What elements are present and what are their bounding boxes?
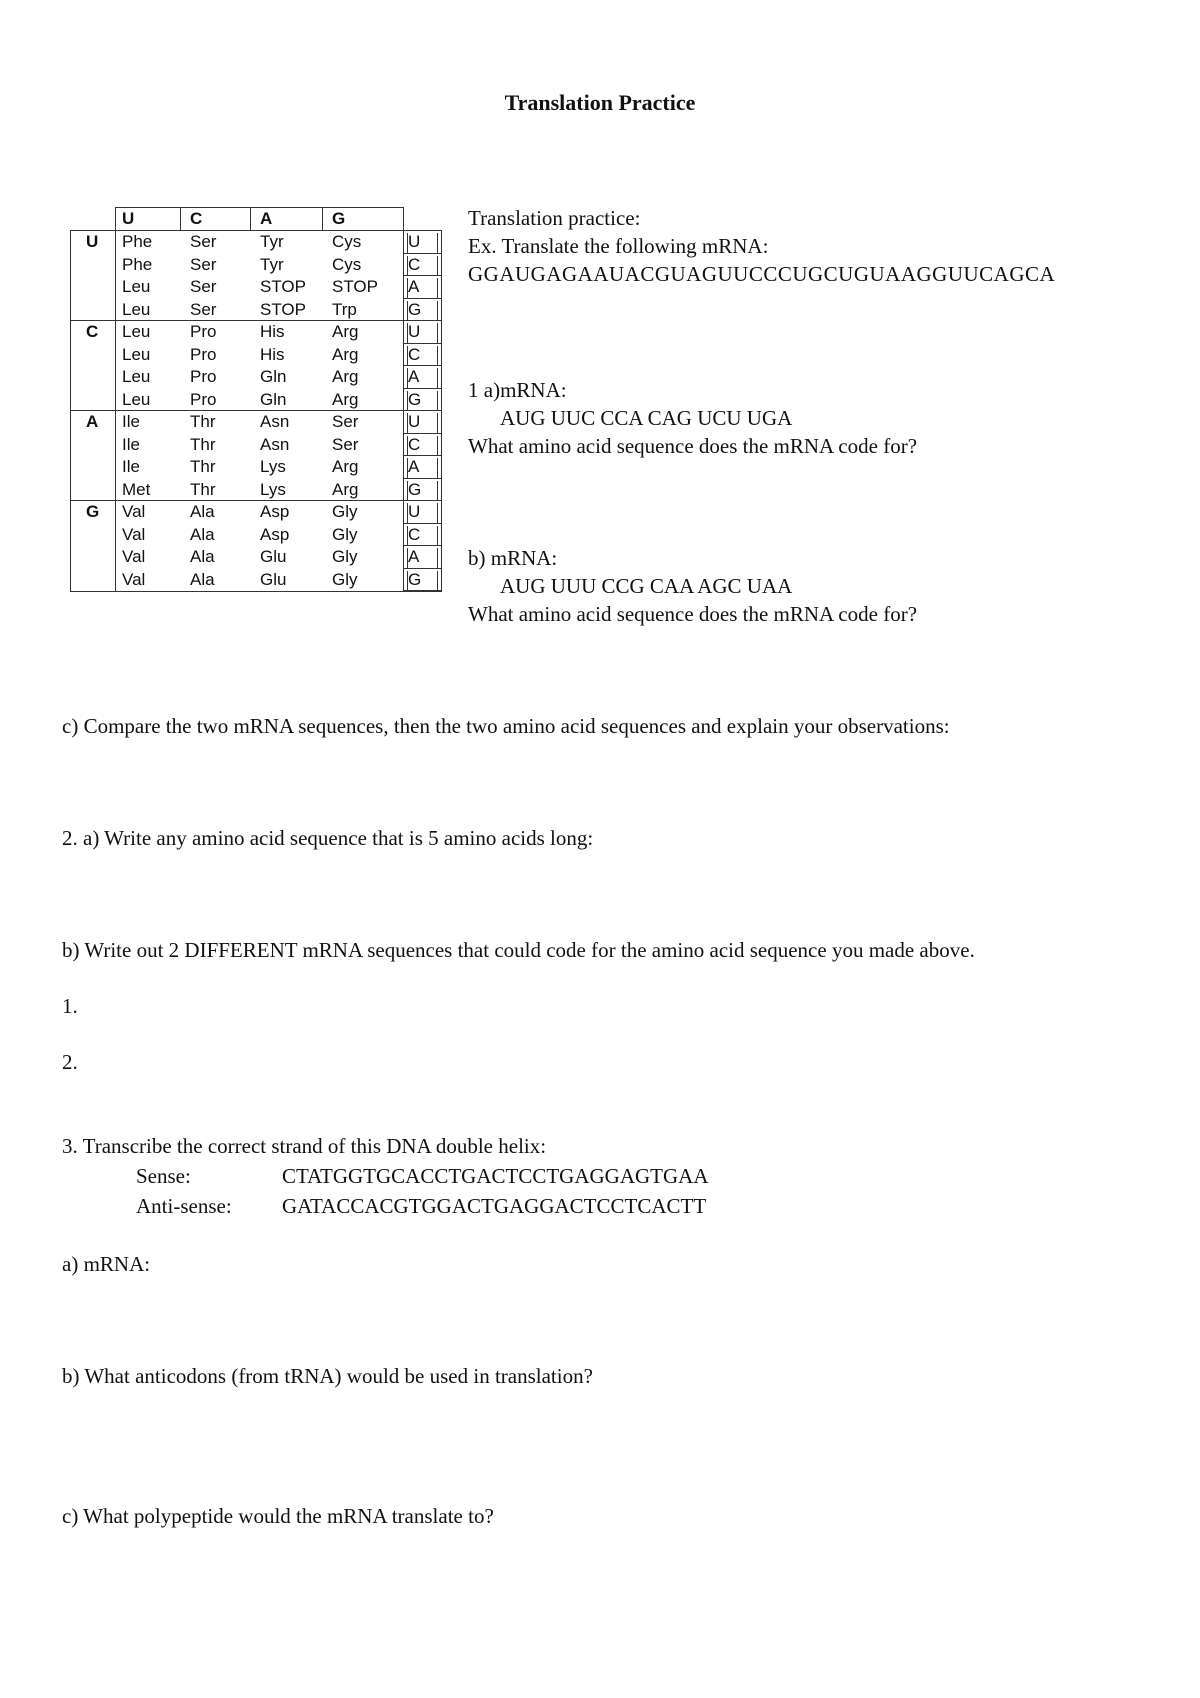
amino-acid-cell: Glu [260,569,287,589]
third-base-label: U [408,232,421,251]
amino-acid-cell: Cys [332,232,362,251]
amino-acid-cell: Pro [190,344,217,364]
q3a-question: a) mRNA: [62,1252,151,1276]
table-line [407,413,408,433]
third-base-label: G [408,389,422,409]
table-line [437,503,438,523]
third-base-label: A [408,457,420,476]
amino-acid-cell: Gly [332,547,358,566]
amino-acid-cell: Pro [190,367,217,386]
third-base-label: A [408,277,420,296]
amino-acid-cell: Val [122,524,146,544]
column-header: C [190,209,203,228]
table-line [70,410,403,411]
amino-acid-cell: Tyr [260,232,284,251]
third-base-label: C [408,344,421,364]
table-line [407,526,408,546]
q3-prompt: 3. Transcribe the correct strand of this DNA double helix: [62,1134,547,1158]
amino-acid-cell: Phe [122,232,153,251]
table-line [403,365,442,366]
third-base-label: C [408,434,421,454]
amino-acid-cell: Leu [122,389,151,409]
amino-acid-cell: Arg [332,344,359,364]
table-line [437,458,438,478]
amino-acid-cell: Ile [122,412,140,431]
example-sequence: GGAUGAGAAUACGUAGUUCCCUGCUGUAAGGUUCAGCA [468,262,1056,286]
column-header: G [332,209,346,228]
third-base-label: C [408,254,421,274]
q2a-question: 2. a) Write any amino acid sequence that is 5 amino acids long: [62,826,594,850]
amino-acid-cell: Ile [122,434,140,454]
first-base-label: A [86,412,99,431]
table-line [437,481,438,501]
table-line [407,323,408,343]
amino-acid-cell: Val [122,502,146,521]
amino-acid-cell: Val [122,547,146,566]
third-base-label: G [408,569,422,589]
amino-acid-cell: Ser [190,299,217,319]
amino-acid-cell: Arg [332,389,359,409]
amino-acid-cell: Ala [190,547,215,566]
table-line [180,207,181,231]
table-line [403,275,442,276]
amino-acid-cell: Trp [332,299,357,319]
q1a-question: What amino acid sequence does the mRNA code for? [468,434,918,458]
third-base-label: C [408,524,421,544]
table-line [403,320,442,321]
q1a-sequence: AUG UUC CCA CAG UCU UGA [500,406,793,430]
amino-acid-cell: Gln [260,389,287,409]
amino-acid-cell: Arg [332,322,359,341]
amino-acid-cell: Asp [260,524,290,544]
page-title: Translation Practice [504,90,696,115]
amino-acid-cell: Gly [332,569,358,589]
third-base-label: G [408,479,422,499]
amino-acid-cell: Arg [332,457,359,476]
q1b-question: What amino acid sequence does the mRNA code for? [468,602,918,626]
amino-acid-cell: Asn [260,412,290,431]
third-base-label: U [408,412,421,431]
practice-heading: Translation practice: [468,206,641,230]
table-line [407,233,408,253]
table-line [437,346,438,366]
table-line [403,478,442,479]
third-base-label: A [408,547,420,566]
amino-acid-cell: Ser [332,412,359,431]
amino-acid-cell: Asp [260,502,290,521]
table-line [403,455,442,456]
q3b-question: b) What anticodons (from tRNA) would be used in translation? [62,1364,593,1388]
table-line [403,253,442,254]
column-header: U [122,209,135,228]
antisense-sequence: GATACCACGTGGACTGAGGACTCCTCACTT [282,1194,707,1218]
table-line [437,548,438,568]
first-base-label: G [86,502,100,521]
table-line [407,278,408,298]
amino-acid-cell: Arg [332,367,359,386]
antisense-label: Anti-sense: [136,1194,232,1218]
q2b-item-1: 1. [62,994,78,1018]
table-line [403,500,442,501]
example-prompt: Ex. Translate the following mRNA: [468,234,769,258]
q2b-item-2: 2. [62,1050,78,1074]
table-line [70,320,403,321]
amino-acid-cell: Ile [122,457,140,476]
first-base-label: U [86,232,99,251]
amino-acid-cell: Pro [190,322,217,341]
table-line [437,323,438,343]
table-line [403,523,442,524]
table-line [437,391,438,411]
amino-acid-cell: Met [122,479,151,499]
table-line [437,571,438,591]
table-line [403,545,442,546]
amino-acid-cell: Gly [332,502,358,521]
table-line [437,233,438,253]
amino-acid-cell: Ser [190,277,217,296]
amino-acid-cell: Gln [260,367,287,386]
amino-acid-cell: Ala [190,569,215,589]
table-line [407,503,408,523]
sense-sequence: CTATGGTGCACCTGACTCCTGAGGAGTGAA [282,1164,709,1188]
table-line [403,568,442,569]
amino-acid-cell: Leu [122,299,151,319]
table-line [407,571,408,591]
table-line [403,298,442,299]
q3c-question: c) What polypeptide would the mRNA translate to? [62,1504,494,1528]
amino-acid-cell: Lys [260,479,286,499]
table-line [70,230,442,231]
amino-acid-cell: Thr [190,457,216,476]
amino-acid-cell: Arg [332,479,359,499]
amino-acid-cell: His [260,322,285,341]
table-line [403,207,404,591]
table-line [407,481,408,501]
amino-acid-cell: Leu [122,277,151,296]
table-line [437,301,438,321]
amino-acid-cell: Gly [332,524,358,544]
table-line [403,343,442,344]
table-line [407,548,408,568]
table-line [407,458,408,478]
amino-acid-cell: Ala [190,524,215,544]
table-line [437,436,438,456]
amino-acid-cell: STOP [332,277,378,296]
amino-acid-cell: Lys [260,457,286,476]
third-base-label: U [408,502,421,521]
amino-acid-cell: STOP [260,277,306,296]
table-line [250,207,251,231]
table-line [437,413,438,433]
q2b-question: b) Write out 2 DIFFERENT mRNA sequences that could code for the amino acid sequence you made above. [62,938,975,962]
sense-label: Sense: [136,1164,191,1188]
amino-acid-cell: His [260,344,285,364]
table-line [407,368,408,388]
third-base-label: G [408,299,422,319]
amino-acid-cell: Ala [190,502,215,521]
amino-acid-cell: Pro [190,389,217,409]
table-line [407,346,408,366]
amino-acid-cell: Asn [260,434,290,454]
table-line [437,368,438,388]
table-line [403,433,442,434]
table-line [115,207,116,591]
q1a-label: 1 a)mRNA: [468,378,567,402]
table-line [322,207,323,231]
q1c-question: c) Compare the two mRNA sequences, then the two amino acid sequences and explain your observations: [62,714,950,738]
table-line [407,436,408,456]
table-line [437,278,438,298]
q1b-sequence: AUG UUU CCG CAA AGC UAA [500,574,793,598]
amino-acid-cell: Cys [332,254,362,274]
amino-acid-cell: Thr [190,479,216,499]
amino-acid-cell: Thr [190,412,216,431]
amino-acid-cell: Thr [190,434,216,454]
amino-acid-cell: STOP [260,299,306,319]
table-line [403,590,442,591]
q1b-label: b) mRNA: [468,546,558,570]
amino-acid-cell: Tyr [260,254,284,274]
table-line [115,207,403,208]
table-line [407,391,408,411]
table-line [403,388,442,389]
codon-table [70,207,442,592]
table-line [403,410,442,411]
table-line [70,591,442,592]
amino-acid-cell: Glu [260,547,287,566]
table-line [437,526,438,546]
table-line [407,256,408,276]
first-base-label: C [86,322,99,341]
amino-acid-cell: Ser [332,434,359,454]
amino-acid-cell: Leu [122,344,151,364]
third-base-label: U [408,322,421,341]
amino-acid-cell: Ser [190,232,217,251]
amino-acid-cell: Leu [122,367,151,386]
amino-acid-cell: Val [122,569,146,589]
table-line [407,301,408,321]
amino-acid-cell: Phe [122,254,153,274]
amino-acid-cell: Ser [190,254,217,274]
table-line [437,256,438,276]
amino-acid-cell: Leu [122,322,151,341]
table-line [70,500,403,501]
third-base-label: A [408,367,420,386]
column-header: A [260,209,273,228]
